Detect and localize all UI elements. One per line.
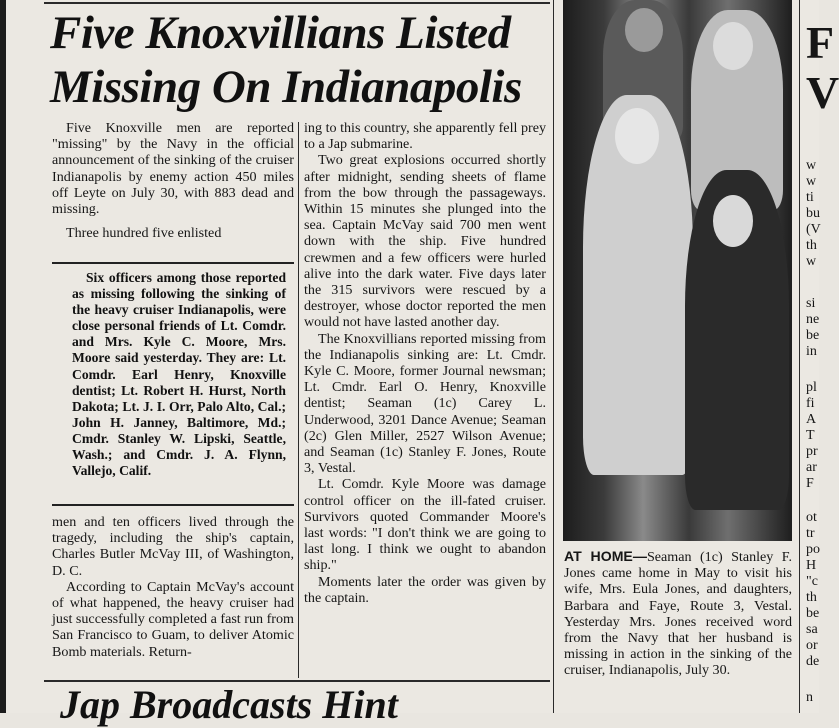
photo-face [615, 108, 659, 164]
paragraph: According to Captain McVay's account of what happened, the heavy cruiser had just successfully completed a fast run from San Francisco to Guam, to deliver Atomic Bomb materials. Return- [52, 578, 294, 660]
scan-edge [0, 0, 6, 713]
right-edge-fragment: H [806, 558, 817, 573]
photo-caption [564, 548, 792, 679]
article-column-2 [304, 120, 546, 606]
right-edge-fragment: sa [806, 622, 818, 637]
right-edge-fragment: fi [806, 396, 815, 411]
paragraph: men and ten officers lived through the tragedy, including the ship's captain, Charles Butler McVay III, of Washington, D. C. [52, 514, 294, 579]
headline-line-1: Five Knoxvillians Listed [50, 7, 511, 59]
right-edge-fragment: tr [806, 526, 815, 541]
right-edge-fragment: "c [806, 574, 818, 589]
right-edge-fragment: T [806, 428, 815, 443]
right-edge-fragment: ne [806, 312, 820, 327]
caption-text: Seaman (1c) Stanley F. Jones came home in May to visit his wife, Mrs. Eula Jones, and daughters, Barbara and Faye, Route 3, Vestal. Yesterday Mrs. Jones received word from the Navy that her husband is missing in action in the sinking of the cruiser, Indianapolis, July 30. [564, 549, 792, 679]
article-column-1-top [52, 120, 294, 241]
right-edge-fragment: de [806, 654, 820, 669]
right-edge-fragment: in [806, 344, 817, 359]
top-rule [44, 2, 550, 4]
paragraph: Two great explosions occurred shortly after midnight, sending sheets of flame from the bow through the passageways. Within 15 minutes she plunged into the sea. Captain McVay said 700 men went down with the ship. Five hundred crewmen and a few officers were hurled alive into the dark water. Five days later the 315 survivors were rescued by a destroyer, whose doctor reported the men would not have lasted another day. [304, 152, 546, 331]
right-edge-fragment: ot [806, 510, 817, 525]
photo-divider [553, 0, 554, 713]
paragraph: The Knoxvillians reported missing from the Indianapolis sinking are: Lt. Cmdr. Kyle C. Moore, former Journal newsman; Lt. Cmdr. Earl O. Henry, Knoxville dentist; Seaman (1c) Carey L. Underwood, 3201 Dance Avenue; Seaman (2c) Glen Miller, 2527 Wilson Avenue; and Seaman (1c) Stanley F. Jones, Route 3, Vestal. [304, 330, 546, 477]
right-edge-fragment: pl [806, 380, 817, 395]
right-edge-fragment: ti [806, 190, 814, 205]
photo-face [713, 22, 753, 70]
right-edge-fragment: n [806, 690, 813, 705]
right-edge-fragment: w [806, 174, 817, 189]
column-divider [298, 122, 299, 678]
right-edge-fragment: or [806, 638, 818, 653]
photo-face [713, 195, 753, 247]
next-article-headline: Jap Broadcasts Hint [60, 682, 398, 727]
right-edge-fragment: be [806, 328, 820, 343]
right-edge-fragment: A [806, 412, 817, 427]
lead-paragraph: Five Knoxville men are reported "missing" by the Navy in the official announcement of the sinking of the cruiser Indianapolis by enemy action 450 miles off Leyte on July 30, with 883 dead and missing. [52, 120, 294, 218]
right-edge-fragment: bu [806, 206, 820, 221]
photo-face [625, 8, 663, 52]
headline-line-2: Missing On Indianapolis [50, 61, 522, 113]
paragraph: Three hundred five enlisted [66, 225, 222, 242]
right-edge-fragment: th [806, 590, 817, 605]
right-edge-fragment: w [806, 254, 817, 269]
paragraph: Moments later the order was given by the captain. [304, 573, 546, 606]
article-column-1-bottom [52, 514, 294, 660]
right-edge-fragment: pr [806, 444, 818, 459]
right-edge-fragment: (V [806, 222, 821, 237]
right-divider [799, 0, 800, 713]
paragraph: Lt. Comdr. Kyle Moore was damage control officer on the ill-fated cruiser. Survivors quoted Commander Moore's last words: "I don't think we are going to last long. I think we ought to abandon ship." [304, 476, 546, 574]
right-edge-fragment: si [806, 296, 816, 311]
family-photo [563, 0, 792, 541]
sidebar-box-text: Six officers among those reported as missing following the sinking of the heavy cruiser Indianapolis, were close personal friends of Lt. Comdr. and Mrs. Kyle C. Moore, Mrs. Moore said yesterday. They are: Lt. Comdr. Earl Henry, Knoxville dentist; Lt. Robert H. Hurst, North Dakota; Lt. J. I. Orr, Palo Alto, Cal.; John H. Janney, Baltimore, Md.; Cmdr. Stanley W. Lipski, Seattle, Wash.; and Cmdr. J. A. Flynn, Vallejo, Calif. [72, 270, 286, 479]
right-edge-fragment: th [806, 238, 817, 253]
right-edge-fragment: po [806, 542, 820, 557]
right-edge-fragment: ar [806, 460, 817, 475]
paragraph: ing to this country, she apparently fell prey to a Jap submarine. [304, 120, 546, 153]
right-edge-fragment: F [806, 17, 835, 68]
caption-lead: AT HOME— [564, 548, 647, 564]
right-edge-fragment: be [806, 606, 820, 621]
right-edge-fragment: F [806, 476, 814, 491]
right-edge-fragment: w [806, 158, 817, 173]
right-edge-fragment: V [806, 67, 839, 118]
